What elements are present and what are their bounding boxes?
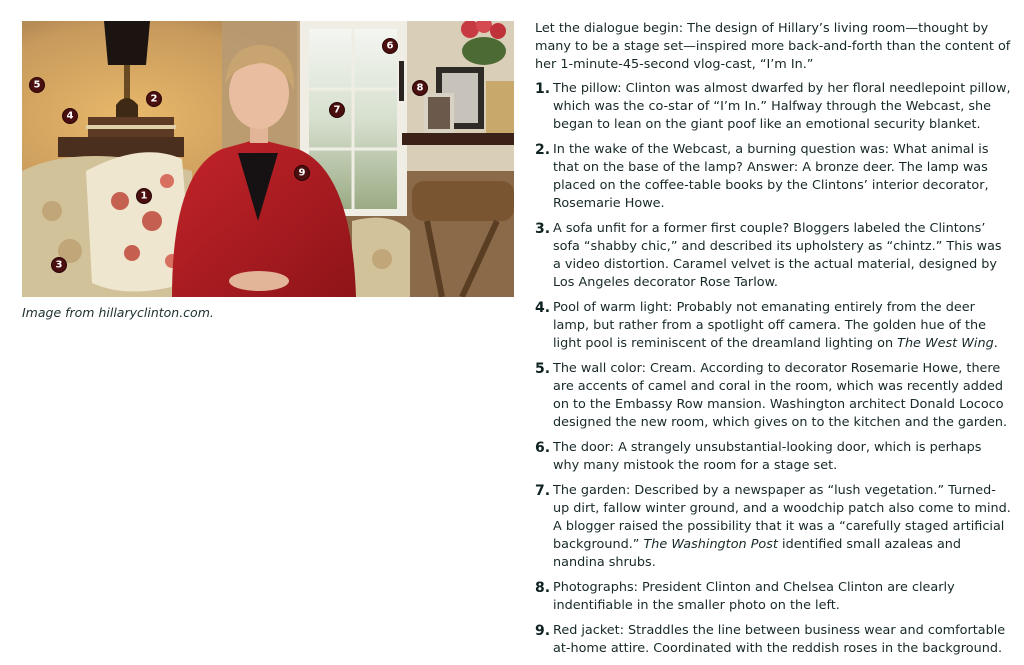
svg-text:4: 4 [66,110,74,122]
photo-caption: Image from hillaryclinton.com. [22,305,214,320]
list-item [535,220,1011,292]
item-text [553,622,1011,658]
text-run: Photographs: President Clinton and Chelsea Clinton are clearly indentifiable in the smaller photo on the left. [553,580,955,613]
marker-8[interactable] [413,81,428,96]
marker-9[interactable] [295,166,310,181]
numbered-list [535,80,1011,658]
marker-6[interactable] [383,39,398,54]
item-text [553,579,1011,615]
lamp-shade [104,21,150,65]
list-item [535,360,1011,432]
list-item [535,579,1011,615]
item-text [553,439,1011,475]
photo-frame-right [486,81,514,133]
article-text [535,20,1011,665]
svg-text:9: 9 [298,167,306,179]
svg-text:5: 5 [33,79,41,91]
item-number: 1. [535,81,551,97]
item-text [553,360,1011,432]
marker-4[interactable] [63,109,78,124]
item-text [553,80,1011,134]
ottoman [412,181,514,221]
item-number: 8. [535,580,551,596]
text-run: The pillow: Clinton was almost dwarfed by her floral needlepoint pillow, which was the co-star of “I’m In.” Halfway through the Webcast, she began to lean on the giant poof like an emotional security blanket. [553,81,1011,132]
list-item [535,299,1011,353]
list-item [535,141,1011,213]
item-number: 7. [535,483,551,499]
svg-text:7: 7 [333,104,341,116]
living-room-photo [22,21,514,297]
item-number: 3. [535,221,551,237]
marker-2[interactable] [147,92,162,107]
text-run: The garden: Described by a newspaper as “lush vegetation.” Turned-up dirt, fallow winter ground, and a woodchip patch also come to mind. A blogger raised the possibility that it was a “carefully staged artificial background.” [553,483,1011,552]
item-number: 4. [535,300,551,316]
list-item [535,439,1011,475]
item-text [553,299,1011,353]
svg-text:2: 2 [150,93,158,105]
svg-text:8: 8 [416,82,424,94]
svg-text:1: 1 [140,190,148,202]
item-number: 2. [535,142,551,158]
door-handle [399,61,404,101]
text-run: The door: A strangely unsubstantial-looking door, which is perhaps why many mistook the room for a stage set. [553,440,982,473]
item-text [553,141,1011,213]
intro-paragraph: Let the dialogue begin: The design of Hillary’s living room—thought by many to be a stage set—inspired more back-and-forth than the content of her 1-minute-45-second vlog-cast, “I’m In.” [535,21,1011,72]
marker-3[interactable] [52,258,67,273]
text-run: In the wake of the Webcast, a burning question was: What animal is that on the base of the lamp? Answer: A bronze deer. The lamp was placed on the coffee-table books by the Clintons’ interior decorator, Rosemarie Howe. [553,142,989,211]
list-item [535,80,1011,134]
text-run: identified small azaleas and nandina shrubs. [553,537,962,570]
item-number: 9. [535,623,551,639]
marker-1[interactable] [137,189,152,204]
svg-text:3: 3 [55,259,63,271]
marker-7[interactable] [330,103,345,118]
marker-5[interactable] [30,78,45,93]
italic-title: The Washington Post [643,537,778,552]
item-number: 5. [535,361,551,377]
svg-text:6: 6 [386,40,394,52]
text-run: The wall color: Cream. According to decorator Rosemarie Howe, there are accents of camel and coral in the room, which was recently added on to the Embassy Row mansion. Washington architect Donald Lococo designed the new room, which gives on to the kitchen and the garden. [553,361,1008,430]
hands [229,271,289,291]
console-table [402,133,514,145]
living-room-illustration [22,21,514,297]
text-run: A sofa unfit for a former first couple? Bloggers labeled the Clintons’ sofa “shabby chic,” and described its upholstery as “chintz.” This was a video distortion. Caramel velvet is the actual material, designed by Los Angeles decorator Rose Tarlow. [553,221,1002,290]
item-text [553,220,1011,292]
list-item [535,482,1011,572]
list-item [535,622,1011,658]
text-run: Pool of warm light: Probably not emanating entirely from the deer lamp, but rather from a spotlight off camera. The golden hue of the light pool is reminiscent of the dreamland lighting on [553,300,986,351]
text-run: . [993,336,998,351]
italic-title: The West Wing [897,336,994,351]
item-text [553,482,1011,572]
text-run: Red jacket: Straddles the line between business wear and comfortable at-home attire. Coordinated with the reddish roses in the background. [553,623,1006,656]
item-number: 6. [535,440,551,456]
